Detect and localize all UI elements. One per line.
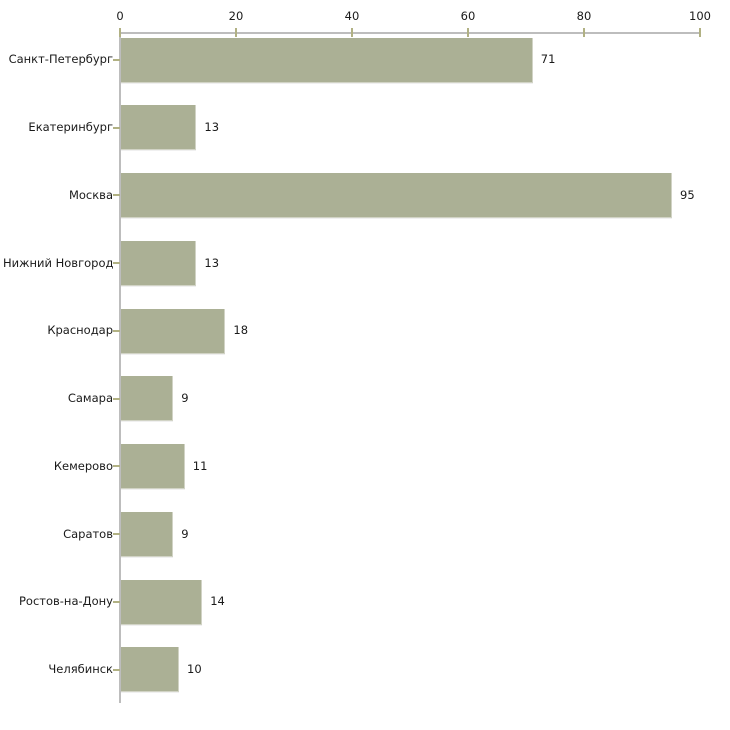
category-label: Ростов-на-Дону (18, 594, 113, 609)
value-label: 14 (210, 594, 225, 609)
bar (121, 309, 225, 354)
x-axis-tick-label: 100 (689, 9, 711, 23)
x-axis-tick-mark (351, 28, 353, 37)
category-tick-mark (113, 59, 120, 61)
value-label: 9 (181, 526, 189, 541)
value-label: 9 (181, 391, 189, 405)
x-axis-tick-mark (583, 28, 585, 37)
x-axis-tick-label: 80 (576, 9, 592, 23)
x-axis-tick-label: 60 (460, 9, 476, 23)
category-tick-mark (113, 262, 120, 264)
category-tick-mark (113, 330, 120, 332)
category-tick-mark (113, 465, 120, 467)
category-label: Санкт-Петербург (8, 52, 113, 67)
value-label: 71 (540, 52, 556, 67)
value-label: 95 (680, 187, 695, 202)
bar (121, 580, 202, 625)
value-label: 10 (187, 662, 202, 676)
x-axis-tick-mark (235, 28, 237, 37)
category-label: Нижний Новгород (3, 255, 114, 270)
x-axis-tick-label: 20 (228, 9, 244, 23)
category-label: Самара (67, 391, 113, 405)
value-label: 13 (204, 120, 220, 134)
bar (121, 647, 179, 692)
category-tick-mark (113, 601, 120, 603)
bar (121, 105, 196, 150)
bar (121, 173, 672, 218)
category-tick-mark (113, 127, 120, 129)
category-label: Кемерово (53, 458, 113, 473)
bar (121, 38, 533, 83)
category-label: Москва (68, 187, 113, 202)
value-label: 13 (204, 255, 220, 270)
x-axis-tick-label: 0 (116, 9, 124, 23)
category-tick-mark (113, 533, 120, 535)
category-label: Екатеринбург (28, 120, 113, 134)
value-label: 11 (192, 458, 208, 473)
category-tick-mark (113, 194, 120, 196)
x-axis-tick-mark (467, 28, 469, 37)
value-label: 18 (233, 323, 249, 338)
category-tick-mark (113, 669, 120, 671)
category-label: Краснодар (47, 323, 113, 338)
category-label: Челябинск (48, 662, 113, 676)
bar (121, 512, 173, 557)
bar (121, 376, 173, 421)
x-axis-line (120, 32, 701, 34)
bar (121, 241, 196, 286)
bar (121, 444, 185, 489)
x-axis-tick-mark (119, 28, 121, 37)
category-tick-mark (113, 398, 120, 400)
x-axis-tick-mark (699, 28, 701, 37)
category-label: Саратов (63, 526, 113, 541)
x-axis-tick-label: 40 (344, 9, 360, 23)
